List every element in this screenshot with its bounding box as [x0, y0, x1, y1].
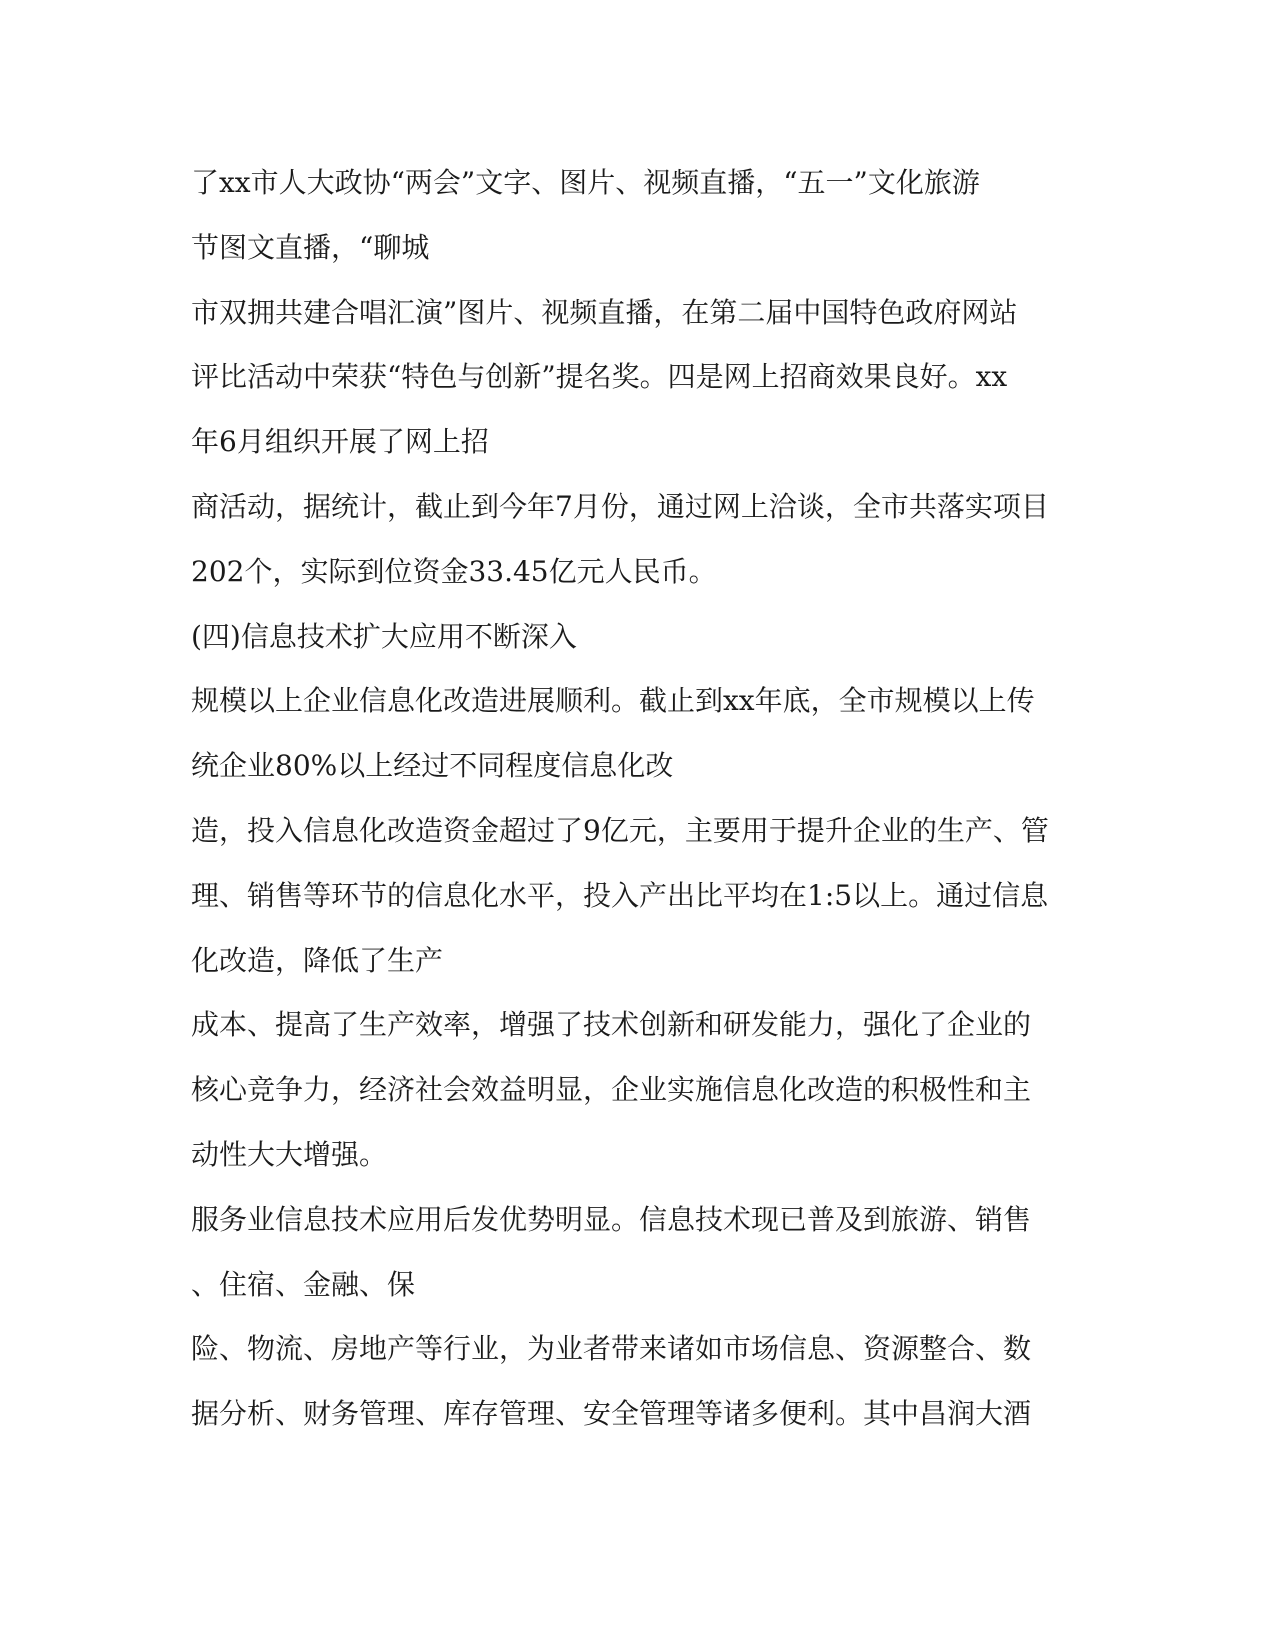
- text-line: 统企业80%以上经过不同程度信息化改: [191, 749, 674, 783]
- text-line: 评比活动中荣获“特色与创新”提名奖。四是网上招商效果良好。xx: [191, 360, 1008, 394]
- text-line: 年6月组织开展了网上招: [191, 425, 489, 459]
- text-line: 据分析、财务管理、库存管理、安全管理等诸多便利。其中昌润大酒: [191, 1397, 1032, 1431]
- text-line: 理、销售等环节的信息化水平，投入产出比平均在1:5以上。通过信息: [191, 878, 1049, 912]
- text-line: 化改造，降低了生产: [191, 943, 444, 977]
- body-text: [191, 163, 1091, 1459]
- text-line: 核心竞争力，经济社会效益明显，企业实施信息化改造的积极性和主: [191, 1073, 1032, 1107]
- text-line: 服务业信息技术应用后发优势明显。信息技术现已普及到旅游、销售: [191, 1202, 1032, 1236]
- text-line: 了xx市人大政协“两会”文字、图片、视频直播，“五一”文化旅游: [191, 166, 980, 199]
- section-heading: (四)信息技术扩大应用不断深入: [191, 619, 577, 653]
- text-line: 成本、提高了生产效率，增强了技术创新和研发能力，强化了企业的: [191, 1008, 1032, 1042]
- text-line: 202个，实际到位资金33.45亿元人民币。: [191, 554, 717, 588]
- text-line: 商活动，据统计，截止到今年7月份，通过网上洽谈，全市共落实项目: [191, 489, 1049, 523]
- text-line: 市双拥共建合唱汇演”图片、视频直播，在第二届中国特色政府网站: [191, 295, 1018, 329]
- text-line: 动性大大增强。: [191, 1137, 388, 1171]
- text-line: 规模以上企业信息化改造进展顺利。截止到xx年底，全市规模以上传: [191, 684, 1035, 718]
- text-line: 造，投入信息化改造资金超过了9亿元，主要用于提升企业的生产、管: [191, 813, 1049, 847]
- text-line: 险、物流、房地产等行业，为业者带来诸如市场信息、资源整合、数: [191, 1332, 1032, 1366]
- text-line: 、住宿、金融、保: [191, 1267, 416, 1301]
- text-line: 节图文直播，“聊城: [191, 230, 430, 264]
